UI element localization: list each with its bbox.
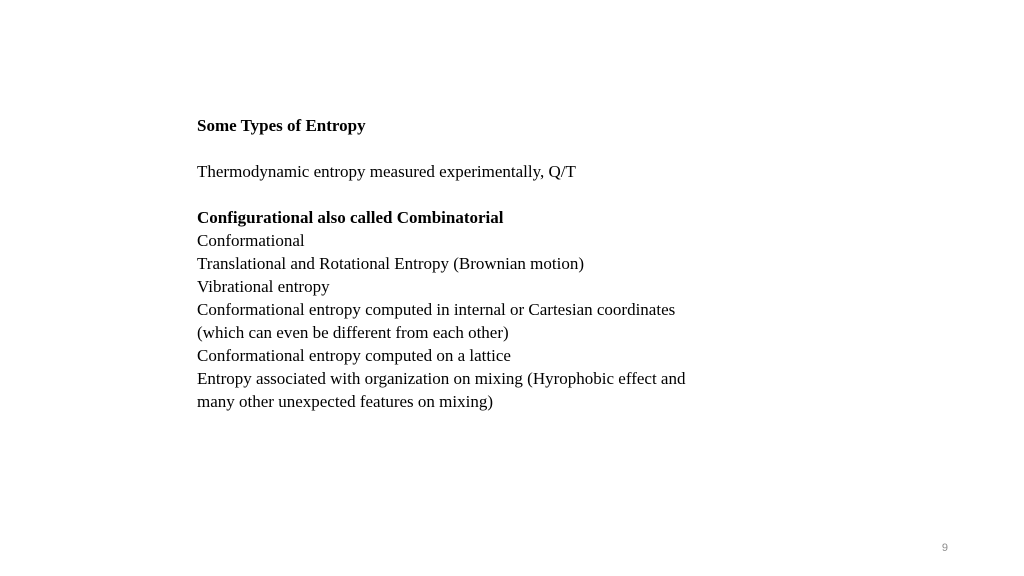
list-item: Entropy associated with organization on mixing (Hyrophobic effect and	[197, 369, 686, 388]
section-heading: Configurational also called Combinatorial	[197, 208, 504, 227]
list-item: Conformational entropy computed in internal or Cartesian coordinates	[197, 300, 676, 319]
list-item: Conformational	[197, 231, 305, 250]
list-item: Conformational entropy computed on a lattice	[197, 346, 511, 365]
page-number: 9	[941, 542, 948, 554]
intro-line: Thermodynamic entropy measured experimentally, Q/T	[197, 162, 576, 181]
slide-content	[197, 114, 817, 413]
slide-title: Some Types of Entropy	[197, 116, 366, 135]
spacer	[197, 137, 817, 160]
list-item: Vibrational entropy	[197, 277, 330, 296]
spacer	[197, 183, 817, 206]
list-item: Translational and Rotational Entropy (Brownian motion)	[197, 254, 585, 273]
list-item: many other unexpected features on mixing)	[197, 392, 493, 411]
list-item: (which can even be different from each other)	[197, 323, 509, 342]
